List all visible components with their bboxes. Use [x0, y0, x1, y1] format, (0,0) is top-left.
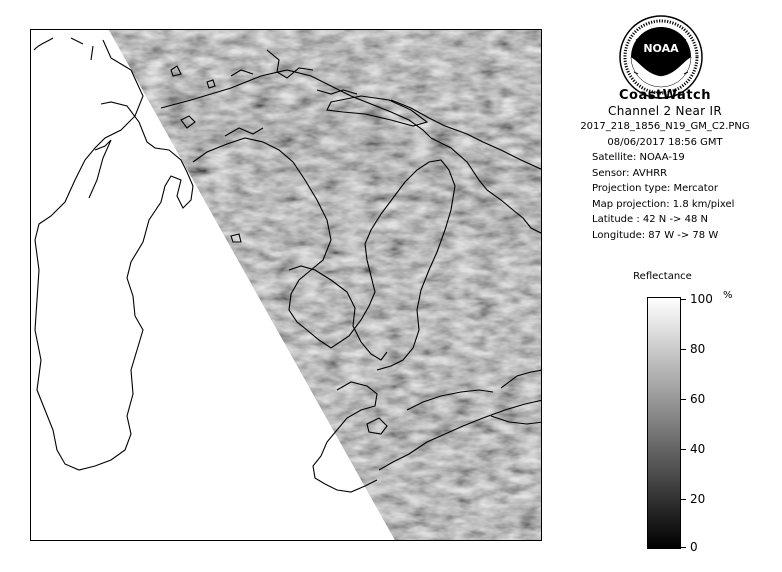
- satellite-map: [30, 29, 542, 541]
- map-projection-text: Map projection: 1.8 km/pixel: [592, 198, 735, 210]
- filename-text: 2017_218_1856_N19_GM_C2.PNG: [580, 121, 750, 132]
- colorbar-tick: [681, 547, 686, 548]
- satellite-text: Satellite: NOAA-19: [592, 152, 685, 163]
- map-svg: [31, 30, 542, 541]
- colorbar-tick: [681, 349, 686, 350]
- colorbar-tick-label: 60: [690, 392, 706, 406]
- brand-title: CoastWatch: [618, 88, 712, 103]
- colorbar-label: Reflectance: [633, 271, 692, 282]
- projection-type-text: Projection type: Mercator: [592, 183, 718, 194]
- colorbar-tick-label: 100: [690, 292, 713, 306]
- michigan-west-shore-detail: [89, 140, 111, 198]
- channel-title: Channel 2 Near IR: [608, 103, 722, 118]
- colorbar-unit: %: [723, 290, 733, 301]
- longitude-text: Longitude: 87 W -> 78 W: [592, 229, 719, 241]
- datetime-text: 08/06/2017 18:56 GMT: [607, 136, 723, 148]
- reflectance-colorbar: [647, 297, 681, 549]
- info-panel: [560, 88, 770, 243]
- colorbar-tick: [681, 399, 686, 400]
- latitude-text: Latitude : 42 N -> 48 N: [592, 214, 708, 225]
- satellite-swath: [31, 30, 542, 541]
- colorbar-tick: [681, 499, 686, 500]
- colorbar-tick: [681, 449, 686, 450]
- colorbar-tick-label: 0: [690, 540, 698, 554]
- colorbar-tick: [681, 299, 686, 300]
- cloud-cover: [31, 30, 542, 541]
- logo-center-text: NOAA: [643, 42, 679, 55]
- colorbar-tick-label: 80: [690, 342, 706, 356]
- colorbar-tick-label: 20: [690, 492, 706, 506]
- sensor-text: Sensor: AVHRR: [592, 167, 668, 179]
- colorbar-tick-label: 40: [690, 442, 706, 456]
